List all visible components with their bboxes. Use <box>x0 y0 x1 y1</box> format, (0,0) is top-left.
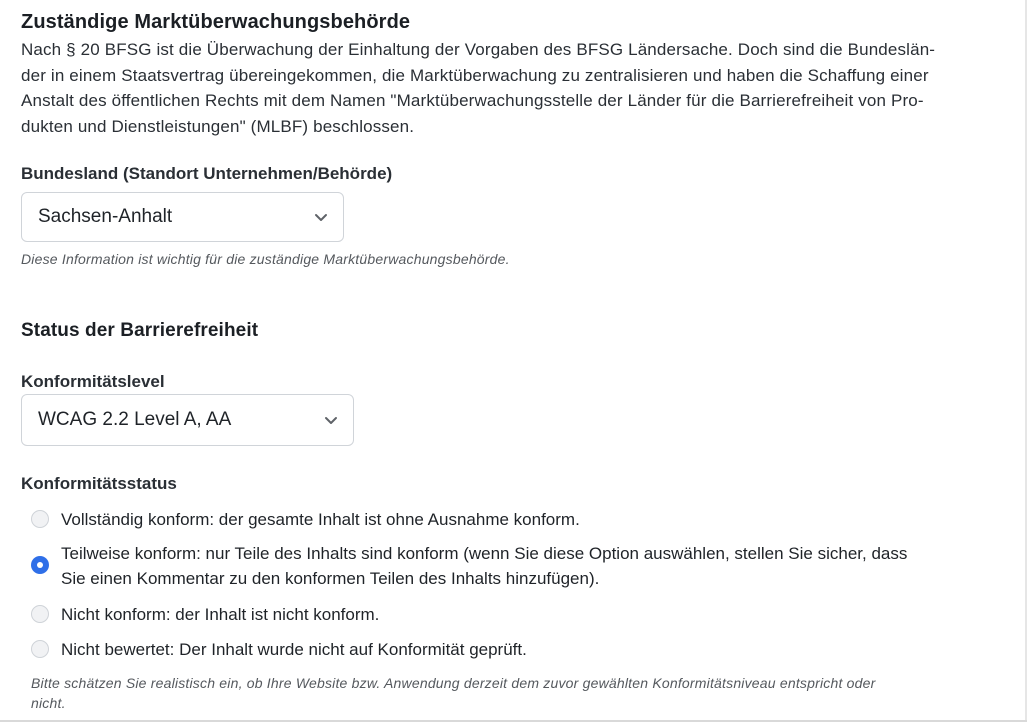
status-option-full[interactable] <box>31 507 1001 532</box>
option-line: Sie einen Kommentar zu den konformen Teilen des Inhalts hinzufügen). <box>61 569 600 588</box>
status-option-partial[interactable] <box>31 541 1001 591</box>
hint-line: nicht. <box>31 695 66 711</box>
level-label: Konformitätslevel <box>21 372 165 391</box>
state-select-value: Sachsen-Anhalt <box>38 206 173 227</box>
status-label: Konformitätsstatus <box>21 474 177 493</box>
option-line: Teilweise konform: nur Teile des Inhalts sind konform (wenn Sie diese Option auswählen, stellen Sie sicher, dass <box>61 544 908 563</box>
authority-heading: Zuständige Marktüberwachungsbehörde <box>21 11 411 33</box>
state-hint: Diese Information ist wichtig für die zuständige Marktüberwachungsbehörde. <box>21 251 510 267</box>
status-option-label <box>61 541 1001 591</box>
radio-unchecked-icon[interactable] <box>31 640 49 658</box>
radio-checked-icon[interactable] <box>31 556 49 574</box>
status-option-nonconform[interactable] <box>31 602 1001 627</box>
option-line: Vollständig konform: der gesamte Inhalt ist ohne Ausnahme konform. <box>61 510 580 529</box>
state-label: Bundesland (Standort Unternehmen/Behörde) <box>21 164 393 183</box>
option-line: Nicht konform: der Inhalt ist nicht konform. <box>61 605 380 624</box>
paragraph-line: der in einem Staatsvertrag übereingekommen, die Marktüberwachung zu zentralisieren und haben die Schaffung einer <box>21 65 929 85</box>
chevron-down-icon <box>313 209 329 225</box>
status-option-label <box>61 507 1001 532</box>
paragraph-line: Nach § 20 BFSG ist die Überwachung der Einhaltung der Vorgaben des BFSG Ländersache. Doch sind die Bundeslän- <box>21 40 936 59</box>
option-line: Nicht bewertet: Der Inhalt wurde nicht auf Konformität geprüft. <box>61 640 527 659</box>
level-select-value: WCAG 2.2 Level A, AA <box>38 409 232 430</box>
conformance-level-select[interactable] <box>21 394 354 446</box>
chevron-down-icon <box>323 412 339 428</box>
status-option-not-evaluated[interactable] <box>31 637 1001 662</box>
paragraph-line: dukten und Dienstleistungen" (MLBF) beschlossen. <box>21 116 415 136</box>
status-option-label <box>61 637 1001 662</box>
status-hint <box>31 673 875 713</box>
hint-line: Bitte schätzen Sie realistisch ein, ob Ihre Website bzw. Anwendung derzeit dem zuvor gewählten Konformitätsniveau entspricht oder <box>31 675 876 691</box>
radio-unchecked-icon[interactable] <box>31 605 49 623</box>
accessibility-heading: Status der Barrierefreiheit <box>21 320 259 341</box>
authority-paragraph <box>21 37 1001 139</box>
paragraph-line: Anstalt des öffentlichen Rechts mit dem Namen "Marktüberwachungsstelle der Länder für die Barrierefreiheit von Pro- <box>21 91 924 110</box>
radio-unchecked-icon[interactable] <box>31 510 49 528</box>
state-select[interactable] <box>21 192 344 242</box>
status-option-label <box>61 602 1001 627</box>
